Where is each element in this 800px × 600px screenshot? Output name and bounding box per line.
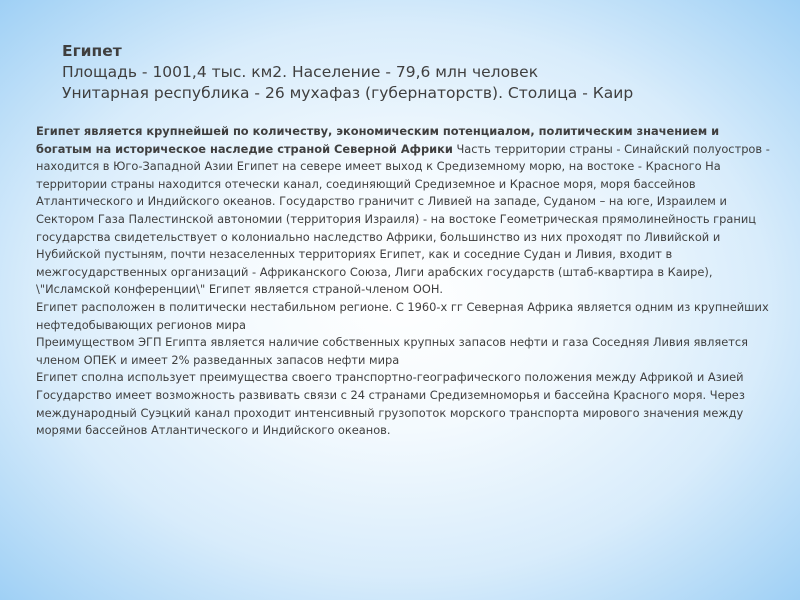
paragraph-transport: Египет сполна использует преимущества своего транспортно-географического положения между Африкой и Азией Государство имеет возможность развивать связи с 24 странами Средиземноморья и бассейна Красного моря. Через международный Суэцкий канал проходит интенсивный грузопоток морского транспорта мирового значения между морями бассейнов Атлантического и Индийского океанов. [36,370,745,438]
slide-body [36,123,778,440]
slide-header [62,41,762,104]
paragraph-oil-gas: Преимуществом ЭГП Египта является наличие собственных крупных запасов нефти и газа Соседняя Ливия является членом ОПЕК и имеет 2% разведанных запасов нефти мира [36,335,748,367]
intro-bold-text: Египет является крупнейшей по количеству, экономическим потенциалом, политическим значением и богатым на историческое наследие страной Северной Африки [36,124,720,156]
area-population-line: Площадь - 1001,4 тыс. км2. Население - 79,6 млн человек [62,63,539,81]
government-capital-line: Унитарная республика - 26 мухафаз (губернаторств). Столица - Каир [62,84,634,102]
intro-rest-text: Часть территории страны - Синайский полуостров - находится в Юго-Западной Азии Египет на севере имеет выход к Средиземному морю, на востоке - Красного На территории страны находится отечески канал, соединяющий Средиземное и Красное моря, моря бассейнов Атлантического и Индийского океанов. Государство граничит с Ливией на западе, Суданом – на юге, Израилем и Сектором Газа Палестинской автономии (территория Израиля) - на востоке Геометрическая прямолинейность границ государства свидетельствует о колониально наследство Африки, большинство из них проходят по Ливийской и Нубийской пустыням, почти незаселенных территориях Египет, как и соседние Судан и Ливия, входит в межгосударственных организаций - Африканского Союза, Лиги арабских государств (штаб-квартира в Каире), \"Исламской конференции\" Египет является страной-членом ООН. [36,141,770,297]
intro-paragraph [36,123,778,299]
slide-title: Египет [62,42,122,60]
paragraph-political-region: Египет расположен в политически нестабильном регионе. С 1960-х гг Северная Африка является одним из крупнейших нефтедобывающих регионов мира [36,299,769,332]
